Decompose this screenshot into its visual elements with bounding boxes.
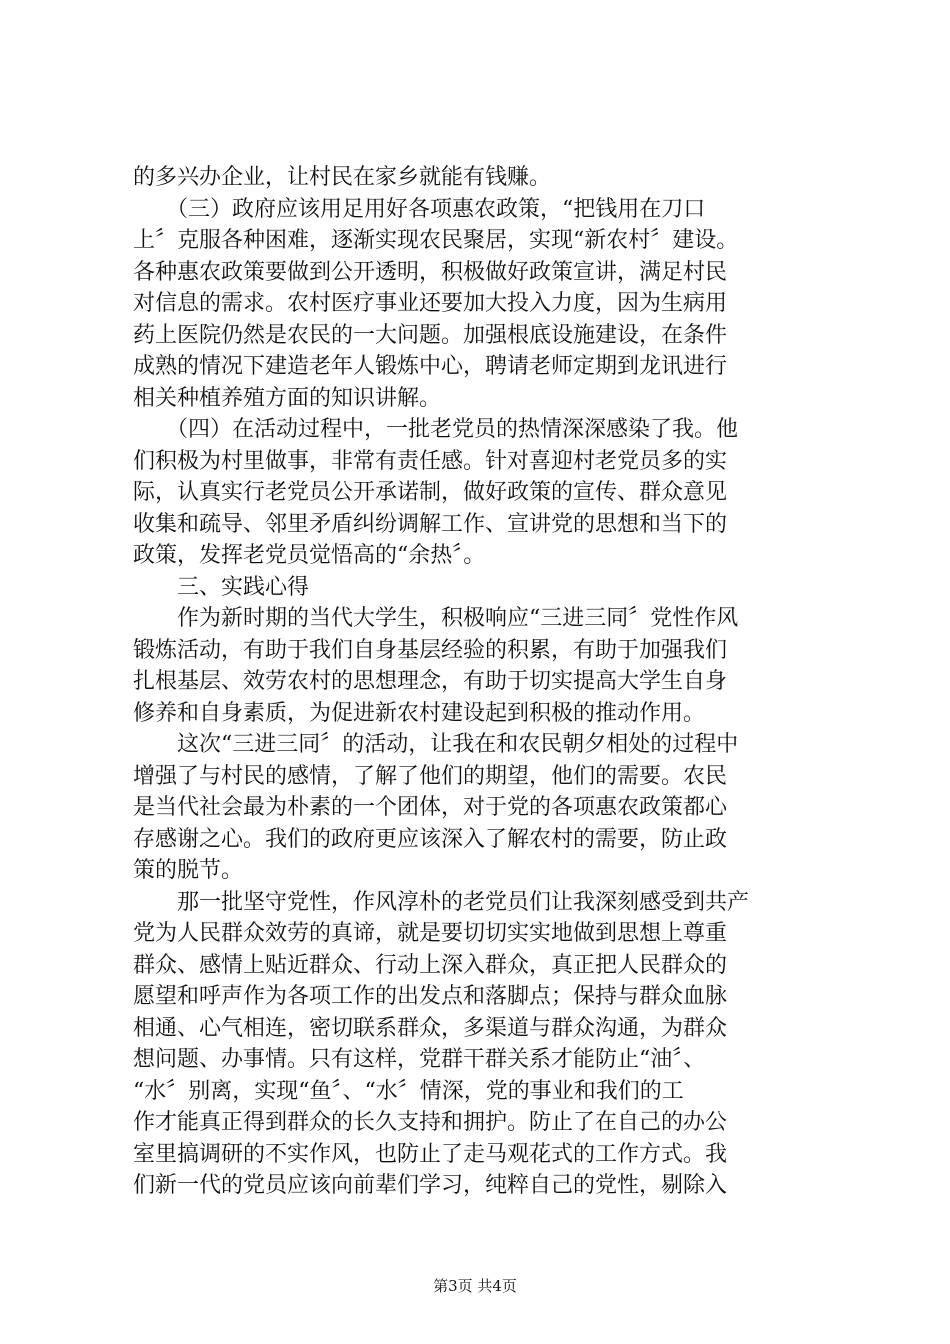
text-line: 增强了与村民的感情，了解了他们的期望，他们的需要。农民 bbox=[133, 763, 728, 789]
text-line: 作为新时期的当代大学生，积极响应“三进三同〞党性作风 bbox=[133, 606, 739, 631]
text-line: 党为人民群众效劳的真谛，就是要切切实实地做到思想上尊重 bbox=[133, 921, 728, 946]
page-footer: 第3页 共4页 bbox=[433, 1277, 517, 1295]
text-line: 的多兴办企业，让村民在家乡就能有钱赚。 bbox=[133, 165, 552, 190]
text-line: 三、实践心得 bbox=[133, 574, 310, 600]
text-line: 政策，发挥老党员觉悟高的“余热〞。 bbox=[133, 543, 486, 568]
text-line: 成熟的情况下建造老年人锻炼中心，聘请老师定期到龙讯进行 bbox=[133, 354, 728, 379]
text-line: 对信息的需求。农村医疗事业还要加大投入力度，因为生病用 bbox=[133, 291, 728, 316]
text-line: （四）在活动过程中，一批老党员的热情深深感染了我。他 bbox=[133, 417, 739, 442]
text-line: 作才能真正得到群众的长久支持和拥护。防止了在自己的办公 bbox=[133, 1110, 728, 1135]
text-line: 们新一代的党员应该向前辈们学习，纯粹自己的党性，剔除入 bbox=[133, 1173, 728, 1198]
text-line: 那一批坚守党性，作风淳朴的老党员们让我深刻感受到共产 bbox=[133, 889, 750, 915]
text-line: 想问题、办事情。只有这样，党群干群关系才能防止“油〞、 bbox=[133, 1047, 706, 1072]
text-line: 相关种植养殖方面的知识讲解。 bbox=[133, 385, 442, 411]
text-line: 各种惠农政策要做到公开透明，积极做好政策宣讲，满足村民 bbox=[133, 259, 728, 285]
text-line: 存感谢之心。我们的政府更应该深入了解农村的需要，防止政 bbox=[133, 826, 728, 852]
text-line: 愿望和呼声作为各项工作的出发点和落脚点；保持与群众血脉 bbox=[133, 984, 728, 1009]
text-line: 收集和疏导、邻里矛盾纠纷调解工作、宣讲党的思想和当下的 bbox=[133, 511, 728, 537]
text-line: 室里搞调研的不实作风，也防止了走马观花式的工作方式。我 bbox=[133, 1141, 728, 1167]
text-line: 们积极为村里做事，非常有责任感。针对喜迎村老党员多的实 bbox=[133, 448, 728, 474]
text-line: 药上医院仍然是农民的一大问题。加强根底设施建设，在条件 bbox=[133, 322, 728, 348]
document-body bbox=[133, 162, 833, 1202]
text-line: 上〞克服各种困难，逐渐实现农民聚居，实现“新农村〞建设。 bbox=[133, 228, 739, 253]
text-line: 锻炼活动，有助于我们自身基层经验的积累，有助于加强我们 bbox=[133, 637, 728, 663]
text-line: 修养和自身素质，为促进新农村建设起到积极的推动作用。 bbox=[133, 700, 706, 726]
text-line: 策的脱节。 bbox=[133, 858, 244, 883]
text-line: 际，认真实行老党员公开承诺制，做好政策的宣传、群众意见 bbox=[133, 480, 728, 505]
text-line: 扎根基层、效劳农村的思想理念，有助于切实提高大学生自身 bbox=[133, 669, 728, 694]
text-line: 是当代社会最为朴素的一个团体，对于党的各项惠农政策都心 bbox=[133, 795, 728, 820]
text-line: 相通、心气相连，密切联系群众，多渠道与群众沟通，为群众 bbox=[133, 1015, 728, 1041]
text-line: “水〞别离，实现“鱼〞、“水〞情深，党的事业和我们的工 bbox=[133, 1078, 684, 1104]
text-line: 群众、感情上贴近群众、行动上深入群众，真正把人民群众的 bbox=[133, 952, 728, 978]
text-line: 这次“三进三同〞的活动，让我在和农民朝夕相处的过程中 bbox=[133, 732, 739, 757]
text-line: （三）政府应该用足用好各项惠农政策，“把钱用在刀口 bbox=[133, 196, 706, 222]
